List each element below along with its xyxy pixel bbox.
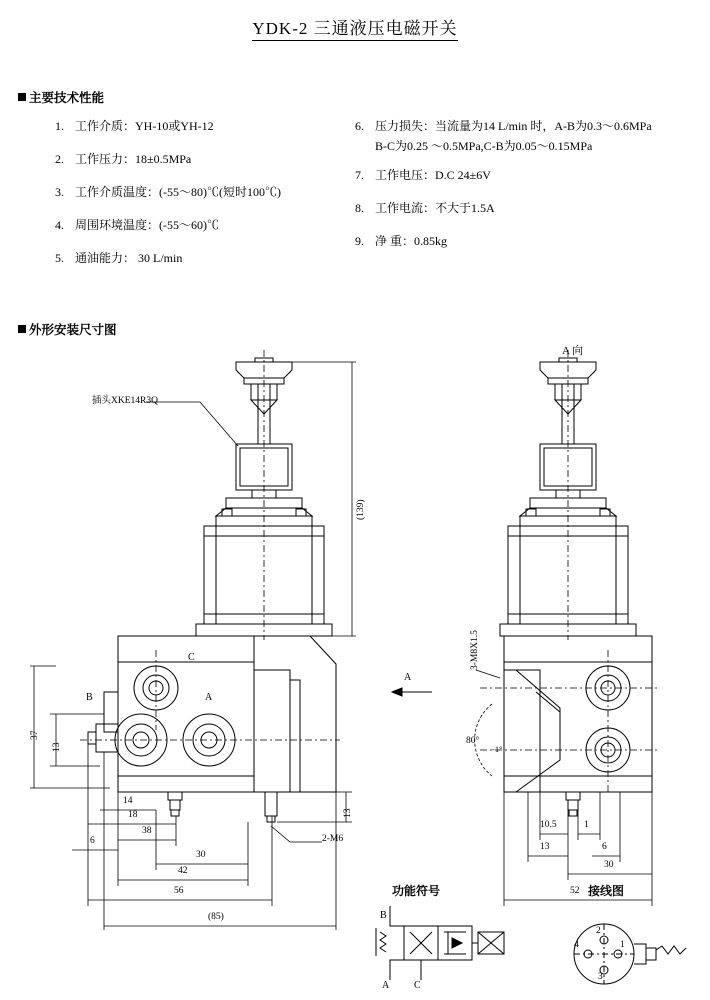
wiring-caption: 接线图 [588,884,625,898]
spec-list-left [55,118,355,283]
list-item-number: 1. [55,119,64,133]
dim-13-right: 13 [343,808,353,818]
dim-52: 52 [570,886,580,896]
list-item [55,151,355,167]
list-item-number: 2. [55,152,64,166]
list-item-text: 压力损失：当流量为14 L/min 时，A-B为0.3～0.6MPa [375,119,652,133]
list-item-number: 5. [55,251,64,265]
dim-angle: 80° [466,736,480,746]
dim-56: 56 [174,886,184,896]
dim-6: 6 [90,836,95,846]
dim-height-overall: (139) [356,499,366,520]
terminal-4: 4 [574,940,579,950]
list-item-text: 工作压力：18±0.5MPa [75,152,192,166]
list-item [355,118,695,134]
list-item-subtext: B-C为0.25 ～0.5MPa,C-B为0.05～0.15MPa [375,139,593,153]
spec-list-right [355,118,695,266]
list-item-number: 9. [355,234,364,248]
list-item-number: 3. [55,185,64,199]
list-item [55,217,355,233]
terminal-3: 3 [598,972,603,982]
port-label-a: A [205,692,213,703]
dim-1: 1 [584,820,589,830]
list-item-number: 8. [355,201,364,215]
dim-3-m8: 3-M8X1.5 [470,630,480,670]
list-item [55,118,355,134]
dim-38: 38 [142,826,152,836]
list-item [355,167,695,183]
dim-30-side: 30 [604,860,614,870]
bullet-square-icon [18,325,26,333]
dim-angle-tol: -1° [492,744,503,754]
section-heading-spec-label: 主要技术性能 [29,91,105,105]
dim-2-m6: 2-M6 [322,834,344,844]
port-label-c: C [188,652,195,663]
view-a-label: A 向 [562,345,584,357]
technical-drawing-svg [0,340,710,1000]
section-heading-dims [18,320,117,338]
list-item-text: 工作电流：不大于1.5A [375,201,495,215]
connector-label: 插头XKE14R3Q [92,396,158,406]
dim-30-front: 30 [196,850,206,860]
list-item [55,250,355,266]
list-item [355,200,695,216]
dim-42: 42 [178,866,188,876]
dim-14: 14 [123,796,133,806]
dim-6-side: 6 [602,842,607,852]
dim-13-side: 13 [540,842,550,852]
symbol-port-c: C [414,980,421,991]
title-underline [252,40,458,41]
section-heading-spec [18,88,104,106]
list-item [355,233,695,249]
dim-85: (85) [208,912,224,922]
terminal-2: 2 [596,926,601,936]
list-item-text: 净 重：0.85kg [375,234,448,248]
arrow-a-label: A [404,672,412,683]
dim-37: 37 [30,730,40,740]
dimension-drawing [0,340,710,1000]
dim-10-5: 10.5 [540,820,557,830]
list-item-text: 工作介质：YH-10或YH-12 [75,119,214,133]
bullet-square-icon [18,93,26,101]
list-item-text: 周围环境温度：(-55～60)℃ [75,218,219,232]
list-item-text: 工作电压：D.C 24±6V [375,168,491,182]
list-item-number: 6. [355,119,364,133]
list-item-number: 7. [355,168,364,182]
port-label-b: B [86,692,93,703]
function-symbol-caption: 功能符号 [392,884,441,898]
dim-13-left: 13 [52,742,62,752]
list-item-text: 通油能力： 30 L/min [75,251,183,265]
dim-18: 18 [128,810,138,820]
symbol-port-a: A [382,980,390,991]
list-item [55,184,355,200]
page-title: YDK-2 三通液压电磁开关 [252,19,458,38]
section-heading-dims-label: 外形安装尺寸图 [29,323,117,337]
list-item-text: 工作介质温度：(-55～80)℃(短时100℃) [75,185,281,199]
terminal-1: 1 [620,940,625,950]
symbol-port-b: B [380,910,387,921]
list-item-number: 4. [55,218,64,232]
